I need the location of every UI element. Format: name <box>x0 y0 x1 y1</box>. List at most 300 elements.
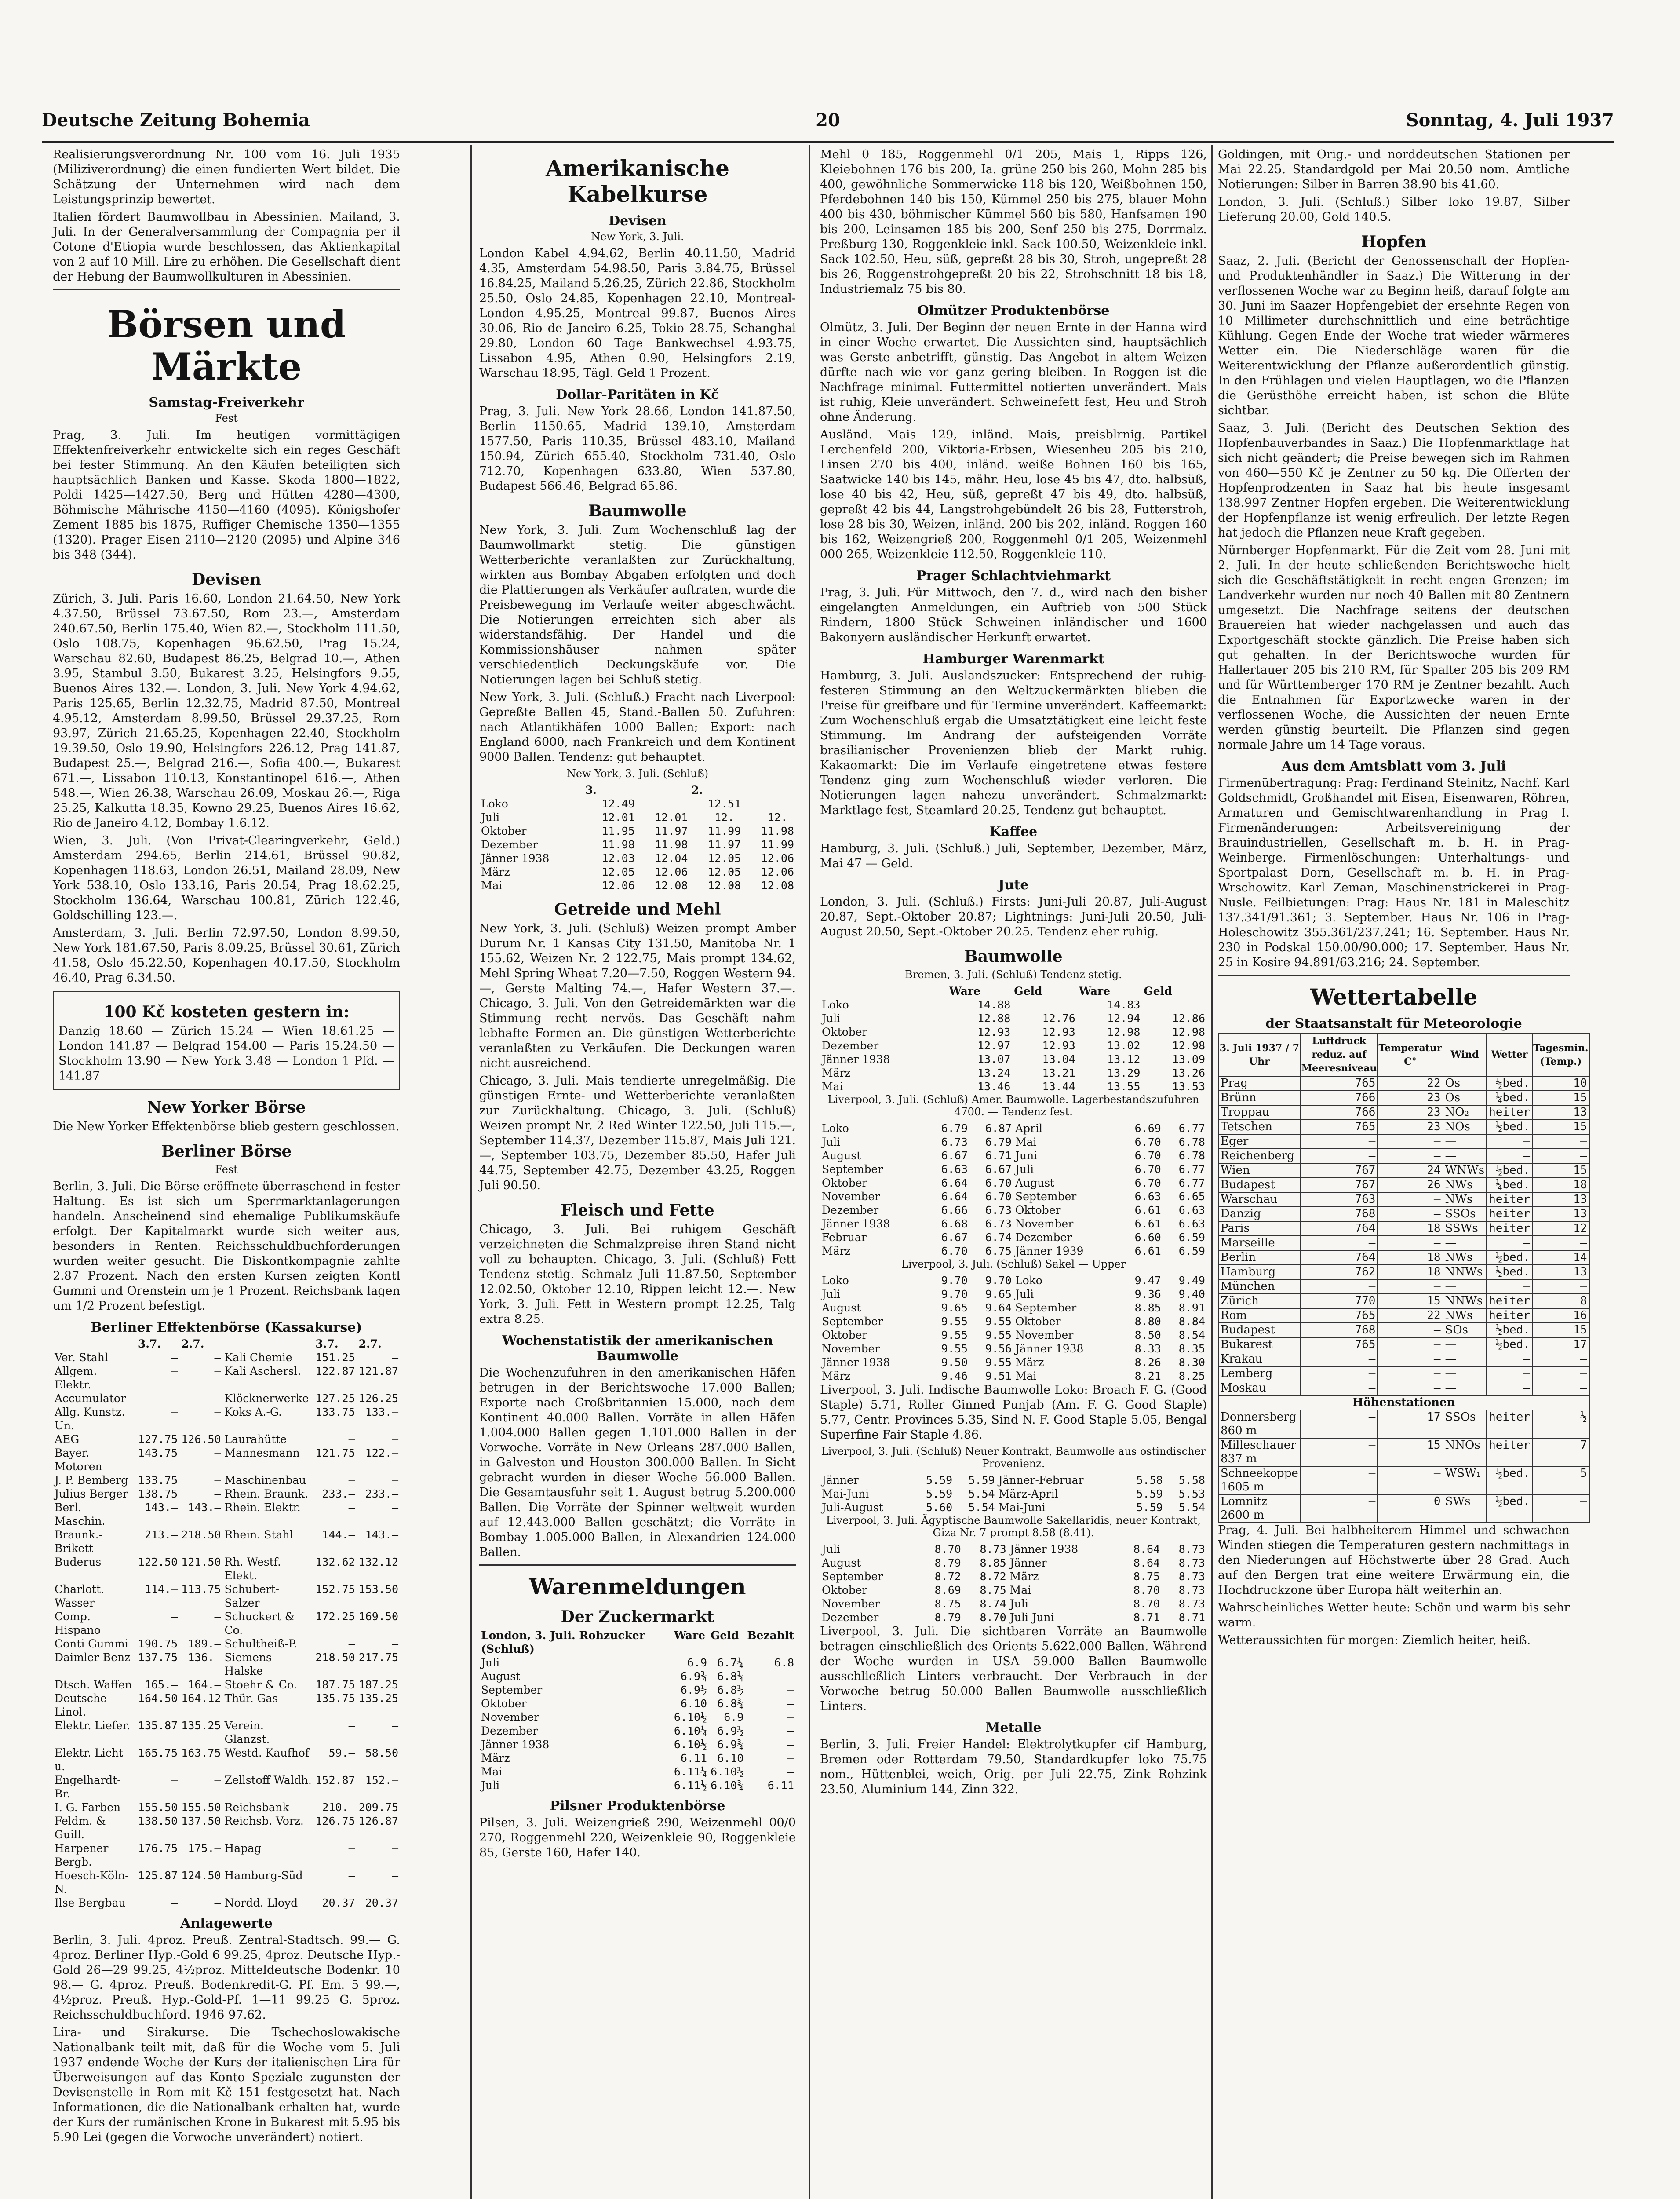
column-header: Ware <box>674 1629 705 1642</box>
table-cell: 6.73 <box>941 1136 968 1148</box>
table-cell: 9.36 <box>1134 1288 1161 1300</box>
table-cell: Jänner <box>1009 1556 1047 1569</box>
table-cell: Februar <box>822 1231 867 1244</box>
table-cell: 12.— <box>767 811 794 824</box>
article-text: Berlin, 3. Juli. Die Börse eröffnete überraschend in fester Haltung. Es ist sich um Sperrmarktanlagerungen handeln. Anscheinend sind ehemalige Publikumskäufe erfolgt. Der Kapitalmarkt wurde sich weiter aus, besonders in Renten. Reichsschuldbuchforderungen wurden weiter gesucht. Die Diskontkompagnie zahlte 2.87 Prozent. Nach den ersten Kursen zeigten Kontl Gummi und Orenstein um je 1 Prozent. Reichsbank lagen um 1/2 Prozent befestigt. <box>53 1180 400 1313</box>
article-text: Hamburg, 3. Juli. (Schluß.) Juli, September, Dezember, März, Mai 47 — Geld. <box>820 842 1207 870</box>
table-row <box>820 1287 1207 1301</box>
table-cell: 8.85 <box>1134 1301 1161 1314</box>
table-cell: März <box>822 1067 851 1079</box>
table-cell: Oktober <box>1015 1315 1061 1328</box>
table-cell: — <box>1301 1149 1378 1163</box>
liverpool-table <box>820 1121 1207 1258</box>
table-cell: Dtsch. Waffen <box>55 1678 132 1691</box>
article-text: Amsterdam, 3. Juli. Berlin 72.97.50, London 8.99.50, New York 181.67.50, Paris 8.09.25, Brüssel 30.61, Zürich 41.58, Oslo 45.22.50, Kopenhagen 40.17.50, Stockholm 46.40, Prag 6.34.50. <box>53 926 400 985</box>
table-cell: Milleschauer 837 m <box>1218 1438 1301 1466</box>
table-cell: SOs <box>1443 1323 1487 1337</box>
table-cell: November <box>1015 1329 1074 1341</box>
column-header: 2.7. <box>181 1337 204 1350</box>
table-cell: 768 <box>1301 1207 1378 1221</box>
table-cell: 13 <box>1532 1265 1589 1279</box>
table-cell: 6.8¼ <box>717 1670 744 1683</box>
table-row <box>820 1121 1207 1135</box>
table-cell: 8.75 <box>934 1597 961 1610</box>
table-row <box>1218 1207 1589 1221</box>
table-cell: 11.99 <box>707 825 741 837</box>
table-cell: Hamburg <box>1218 1265 1301 1279</box>
table-cell: Zellstoff Waldh. <box>224 1774 312 1786</box>
table-cell: — <box>214 1610 221 1623</box>
table-cell: 6.67 <box>985 1163 1012 1176</box>
table-cell: NWs <box>1443 1308 1487 1323</box>
table-cell: 6.60 <box>1134 1231 1161 1244</box>
table-caption: New York, 3. Juli. (Schluß) <box>566 767 709 780</box>
table-cell: 13.04 <box>1042 1053 1075 1066</box>
article-text: New York, 3. Juli. Zum Wochenschluß lag der Baumwollmarkt stetig. Die günstigen Wetterberichte veranlaßten zur Zurückhaltung, wirkten aus Bombay Abgaben erfolgten und doch die Plattierungen als Verkäufer auftraten, wurde die Preisbewegung im Verlaufe weiter abgeschwächt. Die Notierungen erreichten sich aber als widerstandsfähig. Der Handel und die Kommissionshäuser nahmen später verschiedentlich Deckungskäufe vor. Die Notierungen lagen bei Schluß stetig. <box>479 523 796 687</box>
table-header <box>479 1629 796 1656</box>
table-cell: 11.97 <box>655 825 688 837</box>
table-cell: August <box>822 1556 861 1569</box>
table-row <box>53 1896 400 1910</box>
table-cell: 13.24 <box>977 1067 1011 1079</box>
table-cell: 13.55 <box>1107 1080 1141 1093</box>
divider <box>53 289 400 290</box>
article-text: Firmenübertragung: Prag: Ferdinand Steinitz, Nachf. Karl Goldschmidt, Großhandel mit Eisen, Eisenwaren, Röhren, Armaturen und Gemischtwarenhandlung in Prag I. Firmenänderungen: Arbeitsvereinigung der Brauindustriellen, Gesellschaft m. b. H. in Prag-Weinberge. Firmenlöschungen: Unterhaltungs- und Sportpalast Dorn, Gesellschaft m. b. H. in Prag-Wrschowitz. Karl Zeman, Maschinenstrickerei in Prag-Nusle. Feilbietungen: Prag: Haus Nr. 181 in Maleschitz 137.341/91.361; 3. September. Haus Nr. 106 in Prag-Holeschowitz 355.361/237.241; 16. September. Haus Nr. 230 in Podskal 150.00/90.000; 17. September. Haus Nr. 25 in Kosire 94.891/63.216; 24. September. <box>1218 776 1570 969</box>
table-row <box>820 1301 1207 1315</box>
table-cell: Mai <box>1009 1584 1031 1596</box>
table-cell: — <box>1301 1438 1378 1466</box>
table-cell: Hamburg-Süd <box>224 1869 303 1882</box>
table-cell: Jänner 1938 <box>822 1356 890 1369</box>
table-cell: SSOs <box>1443 1410 1487 1438</box>
table-cell: 8.85 <box>980 1556 1006 1569</box>
table-cell: Mai-Juni <box>998 1501 1046 1514</box>
table-cell: ¼bed. <box>1487 1091 1532 1105</box>
section-subheading: Fest <box>215 412 238 424</box>
table-cell: 12.93 <box>1042 1026 1075 1038</box>
section-heading: Prager Schlachtviehmarkt <box>916 568 1111 584</box>
table-cell: — <box>1532 1236 1589 1250</box>
table-cell: 164.50 <box>138 1692 178 1705</box>
table-cell: 770 <box>1301 1294 1378 1308</box>
table-cell: 12.94 <box>1107 1012 1141 1025</box>
table-cell: Juli <box>822 1288 841 1300</box>
table-subheading: Höhenstationen <box>1218 1395 1589 1410</box>
table-cell: — <box>787 1697 794 1710</box>
table-cell: heiter <box>1487 1308 1532 1323</box>
table-row <box>1218 1163 1589 1178</box>
table-cell: 13.02 <box>1107 1039 1141 1052</box>
table-cell: 14.88 <box>977 998 1011 1011</box>
table-cell: November <box>822 1190 880 1203</box>
table-row <box>479 1697 796 1710</box>
table-cell: heiter <box>1487 1438 1532 1466</box>
table-cell: 58.50 <box>365 1746 398 1759</box>
table-cell: 163.75 <box>181 1746 221 1759</box>
article-text: Mehl 0 185, Roggenmehl 0/1 205, Mais 1, Ripps 126, Kleiebohnen 176 bis 200, Ia. grüne 250 bis 260, Mohn 285 bis 400, gewöhnliche Sommerwicke 118 bis 120, Weißbohnen 150, Pferdebohnen 140 bis 150, Kümmel 250 bis 275, blauer Mohn 400 bis 430, böhmischer Kümmel 560 bis 580, Hanfsamen 190 bis 200, Leinsamen 185 bis 200, Senf 250 bis 275, Dorrmalz. Preßburg 130, Roggenkleie inkl. Sack 100.50, Weizenkleie inkl. Sack 102.50, Heu, süß, gepreßt 28 bis 30, Stroh, ungepreßt 28 bis 26, Roggenstrohgepreßt 20 bis 22, Strohschnitt 18 bis 18, Industriemalz 75 bis 80. <box>820 148 1207 296</box>
table-cell: Jänner 1938 <box>822 1053 890 1066</box>
table-row <box>820 1501 1207 1514</box>
table-cell: Budapest <box>1218 1178 1301 1192</box>
table-cell: Juli <box>822 1136 841 1148</box>
cotton-table <box>479 783 796 892</box>
table-cell: 20.37 <box>365 1896 398 1909</box>
column-header: 2.7. <box>358 1337 382 1350</box>
table-cell: 169.50 <box>358 1610 398 1623</box>
table-caption: Bremen, 3. Juli. (Schluß) Tendenz stetig. <box>905 968 1122 981</box>
table-cell: 9.55 <box>985 1329 1012 1341</box>
section-heading: Samstag-Freiverkehr <box>149 395 304 410</box>
table-row <box>479 797 796 811</box>
table-cell: 12.03 <box>601 852 635 865</box>
table-cell: — <box>1532 1134 1589 1149</box>
table-cell: Kali Aschersl. <box>224 1365 301 1377</box>
table-cell: 127.75 <box>138 1433 178 1446</box>
table-cell: — <box>1443 1236 1487 1250</box>
table-cell: Elektr. Licht u. <box>55 1746 124 1773</box>
table-cell: März <box>481 1752 510 1764</box>
table-cell: 6.9 <box>687 1656 707 1669</box>
table-cell: ½bed. <box>1487 1076 1532 1091</box>
table-cell: Hapag <box>224 1842 262 1855</box>
column-header: Bezahlt <box>747 1629 794 1642</box>
article-text: Olmütz, 3. Juli. Der Beginn der neuen Ernte in der Hanna wird in einer Woche erwartet. Die Aussichten sind, hauptsächlich was Gerste anbetrifft, günstig. Das Angebot in altem Weizen dürfte nach wie vor ganz gering bleiben. In Roggen ist die Nachfrage minimal. Futtermittel notierten unverändert. Mais ist ruhig, Kleie unverändert. Schweinefett fest, Heu und Stroh ohne Änderung. <box>820 321 1207 424</box>
table-cell: Dezember <box>822 1039 879 1052</box>
page-header <box>42 110 1614 143</box>
table-cell: 9.65 <box>985 1288 1012 1300</box>
article-text: New York, 3. Juli. (Schluß.) Fracht nach Liverpool: Gepreßte Ballen 45, Stand.-Ballen 50. Zufuhren: nach Atlantikhäfen 1000 Ballen; Export: nach England 6000, nach Frankreich und dem Kontinent 9000 Ballen. Tendenz: gut behauptet. <box>479 690 796 764</box>
column-3 <box>820 147 1207 1800</box>
table-cell: 8.30 <box>1178 1356 1205 1369</box>
table-cell: Loko <box>822 998 849 1011</box>
article-text: Pilsen, 3. Juli. Weizengrieß 290, Weizenmehl 00/0 270, Roggenmehl 220, Weizenkleie 90, Roggenkleie 85, Gerste 160, Hafer 140. <box>479 1816 796 1859</box>
table-cell <box>743 797 796 811</box>
table-cell: 6.10½ <box>674 1711 707 1724</box>
table-cell: NNWs <box>1443 1294 1487 1308</box>
table-body <box>820 1473 1207 1514</box>
table-cell: 8.72 <box>980 1570 1006 1583</box>
column-header: Temperatur C° <box>1378 1034 1443 1076</box>
table-cell: — <box>1378 1352 1443 1366</box>
table-cell <box>637 797 690 811</box>
column-header: Wetter <box>1487 1034 1532 1076</box>
table-cell: 9.49 <box>1178 1274 1205 1287</box>
table-row <box>1218 1076 1589 1091</box>
section-heading: Metalle <box>985 1720 1042 1735</box>
article-text: London, 3. Juli. (Schluß.) Firsts: Juni-Juli 20.87, Juli-August 20.87, Sept.-Oktober 20.87; Lightnings: Juni-Juli 20.50, Juli-August 20.50, Sept.-Oktober 20.25. Tendenz eher ruhig. <box>820 895 1207 939</box>
table-cell <box>1012 998 1077 1012</box>
column-rule <box>1211 145 1213 2199</box>
table-cell: 24 <box>1378 1163 1443 1178</box>
table-cell: 12.51 <box>707 797 741 810</box>
divider <box>479 1564 796 1566</box>
table-row <box>1218 1178 1589 1192</box>
table-cell: 8.84 <box>1178 1315 1205 1328</box>
table-cell: 765 <box>1301 1120 1378 1134</box>
table-cell: — <box>1301 1279 1378 1294</box>
article-text: Lira- und Sirakurse. Die Tschechoslowakische Nationalbank teilt mit, daß für die Woche vom 5. Juli 1937 endende Woche der Kurs der italienischen Lira für Überweisungen auf das Konto Speziale zugunsten der Devisenstelle in Rom mit Kč 151 festgesetzt hat. Nach Informationen, die die Nationalbank erhalten hat, wurde der Kurs der rumänischen Krone in Bukarest mit 5.95 bis 5.90 Lei (gegen die Vorwoche unverändert) notiert. <box>53 2026 400 2144</box>
table-cell: — <box>171 1610 178 1623</box>
table-cell: NOs <box>1443 1120 1487 1134</box>
table-cell: 164.— <box>188 1678 221 1691</box>
table-cell: Julius Berger <box>55 1487 128 1500</box>
table-row <box>820 1203 1207 1217</box>
table-cell: Wien <box>1218 1163 1301 1178</box>
column-header: 3. <box>585 784 597 796</box>
table-row <box>1218 1438 1589 1466</box>
table-cell: — <box>1443 1366 1487 1381</box>
table-cell: — <box>1443 1149 1487 1163</box>
table-row <box>820 1190 1207 1203</box>
table-cell: — <box>214 1896 221 1909</box>
table-cell: NWs <box>1443 1192 1487 1207</box>
table-cell: Laurahütte <box>224 1433 287 1446</box>
table-cell: 9.47 <box>1134 1274 1161 1287</box>
table-cell: 14 <box>1532 1250 1589 1265</box>
table-cell: 767 <box>1301 1178 1378 1192</box>
table-cell: 189.— <box>188 1637 221 1650</box>
table-cell: Os <box>1443 1091 1487 1105</box>
table-cell: Comp. Hispano <box>55 1610 101 1636</box>
table-cell: 8.70 <box>980 1611 1006 1624</box>
column-header <box>820 984 948 998</box>
table-cell: — <box>1378 1366 1443 1381</box>
column-header: Geld <box>1014 985 1042 997</box>
table-row <box>820 1025 1207 1039</box>
table-cell: März <box>481 866 510 878</box>
table-row <box>820 1274 1207 1287</box>
table-cell: 152.75 <box>315 1583 355 1596</box>
table-cell: 114.— <box>144 1583 178 1596</box>
table-cell: 143.— <box>365 1528 398 1541</box>
table-cell: 136.— <box>188 1651 221 1664</box>
table-row <box>479 1710 796 1724</box>
table-row <box>820 1369 1207 1383</box>
table-row <box>479 851 796 865</box>
table-cell: 6.8¾ <box>717 1697 744 1710</box>
table-cell: 6.78 <box>1178 1149 1205 1162</box>
table-cell: 126.87 <box>358 1815 398 1827</box>
table-cell: Reichsbank <box>224 1801 289 1814</box>
table-cell: Stoehr & Co. <box>224 1678 297 1691</box>
table-cell: 12.01 <box>601 811 635 824</box>
table-cell: 6.59 <box>1178 1245 1205 1257</box>
table-cell: 9.55 <box>941 1342 968 1355</box>
table-cell: 155.50 <box>181 1801 221 1814</box>
table-cell: 5.59 <box>926 1487 953 1500</box>
table-cell: 133.75 <box>315 1406 355 1418</box>
article-text: Nürnberger Hopfenmarkt. Für die Zeit vom 28. Juni mit 2. Juli. In der heute schließenden Berichtswoche hielt sich die Geschäftstätigkeit in recht engen Grenzen; im Landverkehr wurden nur noch 40 Ballen mit 80 Zentnern umgesetzt. Die Nachfrage seitens der deutschen Brauereien hat wieder nachgelassen und auch das Exportgeschäft stockte gänzlich. Die Preise haben sich gut gehalten. In der Berichtswoche wurden für Hallertauer 205 bis 210 RM, für Spalter 205 bis 209 RM und für Württemberger 170 RM je Zentner bezahlt. Auch die Entnahmen für Exportzwecke waren in der verflossenen Woche, die Aussichten der neuen Ernte werden günstig beurteilt. Die Pflanzen sind gegen normale Jahre um 14 Tage voraus. <box>1218 544 1570 752</box>
table-cell: — <box>1532 1381 1589 1395</box>
table-body <box>820 1274 1207 1383</box>
table-cell: — <box>787 1724 794 1737</box>
article-text: Goldingen, mit Orig.- und norddeutschen Stationen per Mai 22.25. Standardgold per Mai 20.50 nom. Amtliche Notierungen: Silber in Barren 38.90 bis 41.60. <box>1218 148 1570 191</box>
table-cell: Rhein. Stahl <box>224 1528 293 1541</box>
table-cell: — <box>787 1765 794 1778</box>
table-cell: 6.10 <box>680 1697 707 1710</box>
table-cell: Loko <box>1015 1274 1042 1287</box>
table-cell: 15 <box>1378 1294 1443 1308</box>
table-cell: 135.25 <box>181 1719 221 1732</box>
table-row <box>820 1217 1207 1231</box>
table-cell: 23 <box>1378 1091 1443 1105</box>
table-cell: Schneekoppe 1605 m <box>1218 1466 1301 1494</box>
table-cell: — <box>1443 1279 1487 1294</box>
table-row <box>1218 1381 1589 1395</box>
table-cell: 6.9½ <box>680 1684 707 1696</box>
table-cell: 13.12 <box>1107 1053 1141 1066</box>
table-cell: — <box>1378 1236 1443 1250</box>
table-cell: 8.54 <box>1178 1329 1205 1341</box>
column-header: Ware <box>1079 985 1110 997</box>
table-cell: 12.— <box>714 811 741 824</box>
table-cell: 13.29 <box>1107 1067 1141 1079</box>
table-row <box>479 1738 796 1751</box>
table-cell: 9.50 <box>941 1356 968 1369</box>
section-heading: Devisen <box>609 213 667 229</box>
table-cell: März <box>822 1370 851 1382</box>
table-cell: Dezember <box>1015 1231 1072 1244</box>
table-header <box>53 1337 400 1351</box>
table-cell: — <box>787 1752 794 1764</box>
table-cell: — <box>214 1447 221 1459</box>
table-row <box>53 1405 400 1432</box>
table-cell: 165.— <box>144 1678 178 1691</box>
table-cell: 8.70 <box>1133 1584 1160 1596</box>
table-row <box>479 1683 796 1697</box>
table-cell: 8.75 <box>1133 1570 1160 1583</box>
table-cell: Lemberg <box>1218 1366 1301 1381</box>
table-cell: — <box>348 1501 355 1514</box>
table-cell: 5.58 <box>1178 1474 1205 1487</box>
table-cell: 6.73 <box>985 1217 1012 1230</box>
table-cell: 175.— <box>188 1842 221 1855</box>
table-row <box>820 1342 1207 1355</box>
table-cell: Siemens-Halske <box>224 1651 276 1677</box>
table-row <box>53 1501 400 1528</box>
table-cell: 13.07 <box>977 1053 1011 1066</box>
table-cell: — <box>1487 1352 1532 1366</box>
table-cell: September <box>822 1163 883 1176</box>
article-text: Ausländ. Mais 129, inländ. Mais, preisblrnig. Partikel Lerchenfeld 200, Viktoria-Erbsen, Wiesenheu 205 bis 210, Linsen 270 bis 400, inländ. weiße Bohnen 160 bis 165, Saatwicke 140 bis 145, mähr. Heu, lose 45 bis 47, dto. halbsüß, lose 40 bis 42, Heu, süß, gepreßt 47 bis 49, dto. halbsüß, gepreßt 42 bis 44, Langstrohgebündelt 26 bis 28, Futterstroh, lose 28 bis 30, Weizen, inländ. 200 bis 202, inländ. Roggen 160 bis 162, Weizengrieß 200, Roggenmehl 0/1 205, Weizenmehl 000 265, Weizenkleie 112.50, Roggenkleie 110. <box>820 428 1207 561</box>
table-cell: Lomnitz 2600 m <box>1218 1494 1301 1523</box>
table-cell: 6.69 <box>1134 1122 1161 1135</box>
article-text: Italien fördert Baumwollbau in Abessinien. Mailand, 3. Juli. In der Generalversammlung der Compagnia per il Cotone d'Etiopia wurde beschlossen, das Aktienkapital von 2 auf 10 Mill. Lire zu erhöhen. Die Gesellschaft dient der Hebung der Baumwollkulturen in Abessinien. <box>53 210 400 284</box>
article-text: Prag, 4. Juli. Bei halbheiterem Himmel und schwachen Winden stiegen die Temperaturen gestern nachmittags in den Niederungen auf Höchstwerte über 28 Grad. Auch auf den Bergen trat eine weitere Erwärmung ein, die Hochdruckzone über Europa hält weiterhin an. <box>1218 1523 1570 1597</box>
table-cell: 15 <box>1532 1163 1589 1178</box>
table-row <box>479 1724 796 1738</box>
table-cell: 6.10¾ <box>711 1779 744 1792</box>
table-cell: — <box>348 1842 355 1855</box>
table-cell: 12.08 <box>655 879 688 892</box>
table-body <box>479 797 796 892</box>
table-cell: 135.75 <box>315 1692 355 1705</box>
table-caption: Liverpool, 3. Juli. (Schluß) Neuer Kontrakt, Baumwolle aus ostindischer Provenienz. <box>821 1445 1206 1470</box>
table-cell: 18 <box>1378 1250 1443 1265</box>
section-heading: Berliner Effektenbörse (Kassakurse) <box>91 1320 362 1335</box>
table-cell: 6.87 <box>985 1122 1012 1135</box>
table-cell: 138.75 <box>138 1487 178 1500</box>
table-cell: 13.46 <box>977 1080 1011 1093</box>
table-cell: ½bed. <box>1487 1120 1532 1134</box>
table-cell: November <box>822 1597 880 1610</box>
table-cell: 217.75 <box>358 1651 398 1664</box>
column-header <box>637 783 690 797</box>
column-header: 3. Juli 1937 / 7 Uhr <box>1218 1034 1301 1076</box>
table-cell: 8.71 <box>1133 1611 1160 1624</box>
table-cell: Rh. Westf. Elekt. <box>224 1556 281 1582</box>
table-cell: 6.10½ <box>674 1738 707 1751</box>
table-cell: 22 <box>1378 1076 1443 1091</box>
table-cell: 210.— <box>322 1801 355 1814</box>
table-row <box>820 1149 1207 1162</box>
table-cell: 12.05 <box>707 852 741 865</box>
table-cell: 138.50 <box>138 1815 178 1827</box>
table-cell: ½bed. <box>1487 1494 1532 1523</box>
table-cell: 12.97 <box>977 1039 1011 1052</box>
table-cell: — <box>348 1719 355 1732</box>
table-cell: 137.75 <box>138 1651 178 1664</box>
table-cell: Engelhardt-Br. <box>55 1774 121 1800</box>
table-cell: — <box>1443 1337 1487 1352</box>
table-cell: 11.99 <box>761 838 794 851</box>
table-cell: März <box>822 1245 851 1257</box>
table-cell: 6.75 <box>985 1245 1012 1257</box>
table-row <box>820 1231 1207 1244</box>
table-cell: Bukarest <box>1218 1337 1301 1352</box>
column-header: Geld <box>711 1629 739 1642</box>
table-cell: Jänner 1938 <box>822 1217 890 1230</box>
table-cell: 6.66 <box>941 1204 968 1216</box>
table-cell: 6.8½ <box>717 1684 744 1696</box>
table-cell: Juli <box>822 1012 841 1025</box>
table-cell: 6.59 <box>1178 1231 1205 1244</box>
table-cell: Juli <box>481 1656 500 1669</box>
column-4 <box>1218 147 1589 1651</box>
table-cell: Schultheiß-P. <box>224 1637 297 1650</box>
liverpool-table <box>820 1274 1207 1383</box>
table-cell: — <box>171 1392 178 1405</box>
table-cell: 5.59 <box>1136 1501 1163 1514</box>
table-cell: 765 <box>1301 1337 1378 1352</box>
table-row <box>1218 1279 1589 1294</box>
column-2 <box>479 147 796 1863</box>
column-rule <box>809 145 810 2199</box>
table-cell: Nordd. Lloyd <box>224 1896 298 1909</box>
table-cell: 6.71 <box>985 1149 1012 1162</box>
table-row <box>53 1691 400 1719</box>
table-cell: 18 <box>1378 1265 1443 1279</box>
table-row <box>1218 1494 1589 1523</box>
table-cell: 8.73 <box>1178 1556 1205 1569</box>
table-row <box>53 1746 400 1773</box>
article-text: Wien, 3. Juli. (Von Privat-Clearingverkehr, Geld.) Amsterdam 294.65, Berlin 214.61, Brüssel 90.82, Kopenhagen 118.63, London 26.51, Mailand 28.09, New York 538.10, Oslo 133.16, Paris 20.54, Prag 18.62.25, Stockholm 136.64, Warschau 100.81, Zürich 122.46, Goldschilling 123.—. <box>53 834 400 922</box>
column-header: Tagesmin. (Temp.) <box>1532 1034 1589 1076</box>
table-cell: — <box>391 1474 398 1487</box>
table-row <box>820 1583 1207 1597</box>
table-cell: — <box>1378 1192 1443 1207</box>
table-cell: Harpener Bergb. <box>55 1842 109 1868</box>
table-cell: 121.50 <box>181 1556 221 1568</box>
table-cell: 6.11 <box>680 1752 707 1764</box>
table-cell: — <box>1532 1149 1589 1163</box>
table-cell: 132.12 <box>358 1556 398 1568</box>
table-cell: 132.62 <box>315 1556 355 1568</box>
table-cell: Rom <box>1218 1308 1301 1323</box>
table-row <box>1218 1323 1589 1337</box>
table-cell: — <box>1487 1279 1532 1294</box>
table-cell: Oktober <box>822 1176 867 1189</box>
